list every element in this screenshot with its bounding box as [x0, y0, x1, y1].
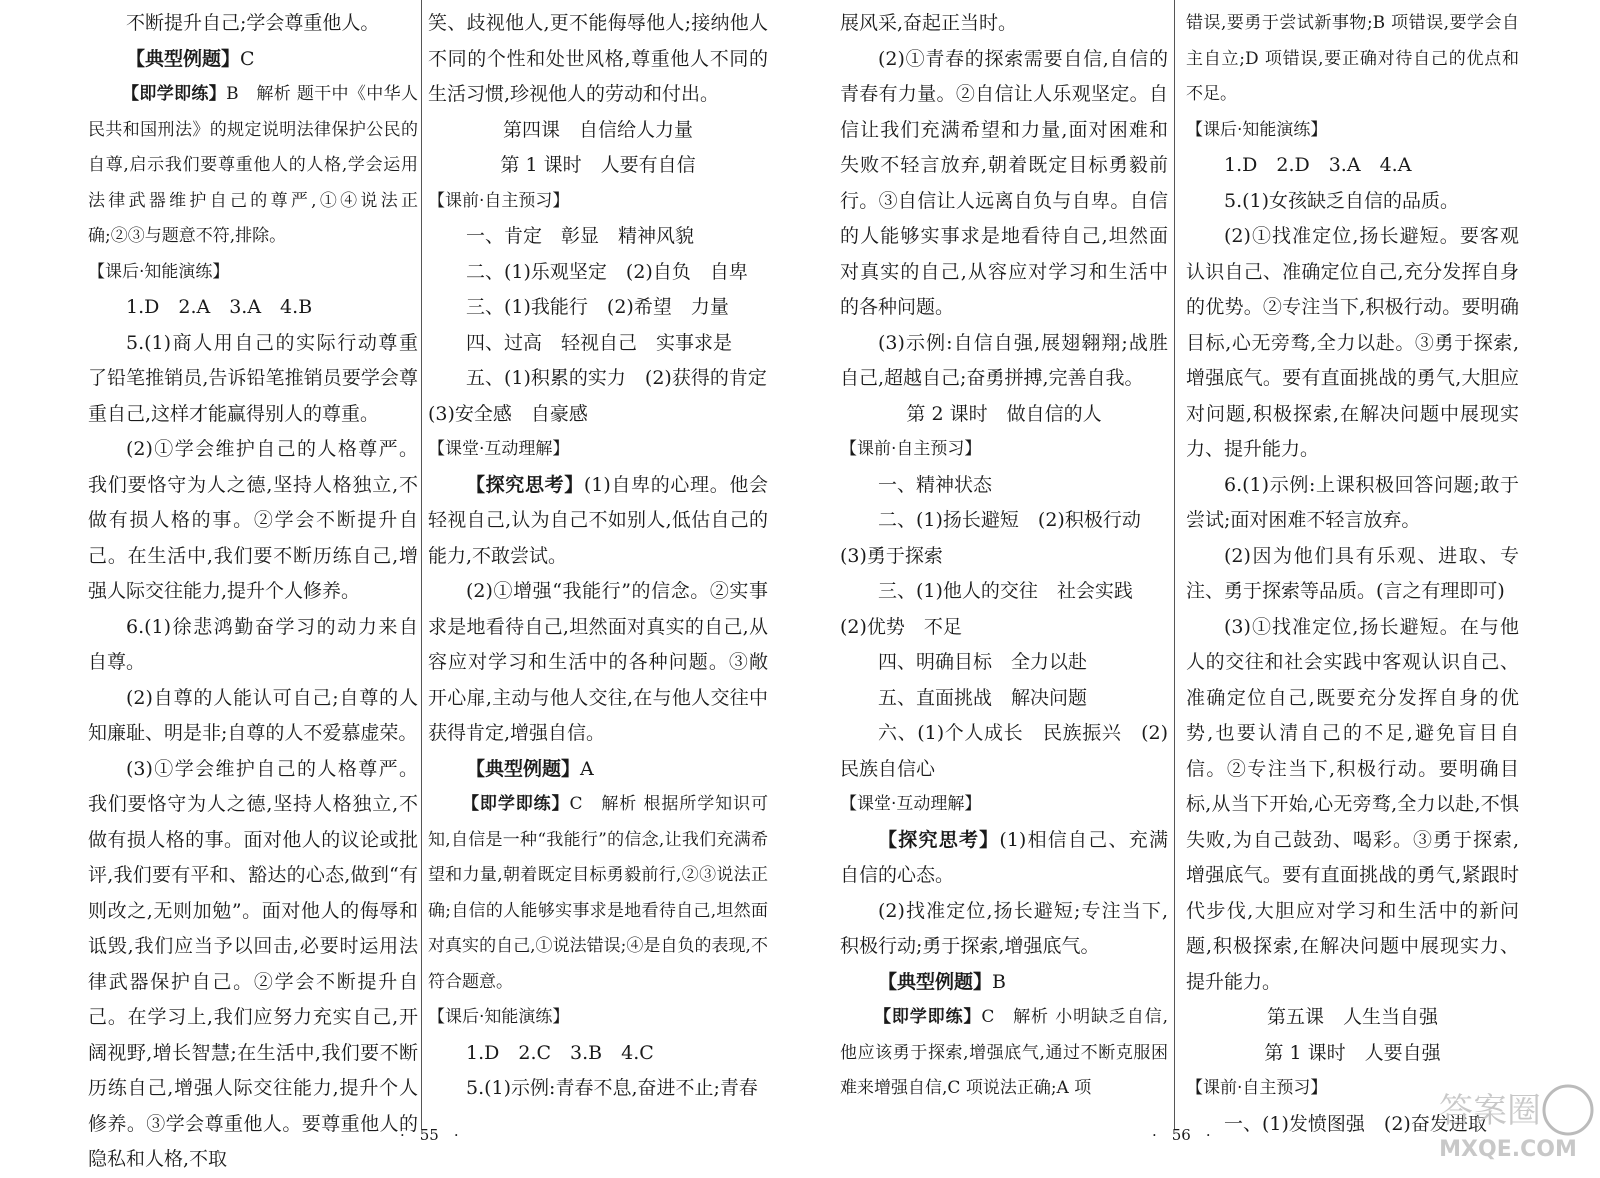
answer-label: 【典型例题】	[878, 970, 993, 993]
answer-paragraph	[840, 681, 1168, 717]
answer-label: 【探究思考】	[878, 828, 1000, 851]
answer-paragraph	[88, 290, 418, 326]
text: (2)因为他们具有乐观、进取、专注、勇于探索等品质。(言之有理即可)	[1186, 544, 1519, 602]
answer-label: 【探究思考】	[466, 473, 584, 496]
text: (1)相信自己、充满自信的心态。	[840, 828, 1168, 886]
text: 一、(1)发愤图强 (2)奋发进取	[1224, 1112, 1487, 1135]
answer-paragraph	[428, 255, 768, 291]
answer-paragraph	[1186, 610, 1519, 1001]
answer-paragraph	[840, 6, 1168, 42]
text: 5.(1)商人用自己的实际行动尊重了铅笔推销员,告诉铅笔推销员要学会尊重自己,这样才能赢得别人的尊重。	[88, 331, 418, 425]
text: 不断提升自己;学会尊重他人。	[126, 12, 380, 34]
text: 错误,要勇于尝试新事物;B 项错误,要学会自主自立;D 项错误,要正确对待自己的优点和不足。	[1186, 13, 1519, 104]
page-number-left: · 55 ·	[400, 1126, 459, 1144]
lesson-heading	[1186, 1036, 1519, 1072]
text: 五、直面挑战 解决问题	[878, 686, 1088, 709]
answer-label: 【典型例题】	[126, 47, 241, 70]
answer-paragraph	[840, 42, 1168, 326]
text: 5.(1)女孩缺乏自信的品质。	[1224, 189, 1460, 212]
answer-label: 【即学即练】	[462, 794, 570, 814]
text: C 解析 小明缺乏自信,他应该勇于探索,增强底气,通过不断克服困难来增强自信,C 项说法正确;A 项	[840, 1007, 1168, 1098]
text: 【课前·自主预习】	[428, 190, 570, 211]
answer-paragraph	[840, 326, 1168, 397]
section-label	[88, 255, 418, 291]
text: (1)自卑的心理。他会轻视自己,认为自己不如别人,低估自己的能力,不敢尝试。	[428, 473, 768, 567]
text: 6.(1)示例:上课积极回答问题;敢于尝试;面对困难不轻言放弃。	[1186, 473, 1519, 531]
text: (3)示例:自信自强,展翅翱翔;战胜自己,超越自己;奋勇拼搏,完善自我。	[840, 331, 1168, 389]
answer-paragraph	[88, 6, 418, 42]
text: (2)优势 不足	[840, 615, 962, 638]
answer-paragraph	[840, 468, 1168, 504]
text: 第五课 人生当自强	[1266, 1006, 1438, 1028]
column-divider	[1174, 0, 1175, 1130]
answer-paragraph	[428, 219, 768, 255]
column-4	[1186, 6, 1519, 1142]
page-number-right: · 56 ·	[1152, 1126, 1211, 1144]
text: (2)找准定位,扬长避短;专注当下,积极行动;勇于探索,增强底气。	[840, 899, 1168, 957]
section-label	[428, 432, 768, 468]
text: C	[240, 47, 255, 70]
text: 展风采,奋起正当时。	[840, 12, 1018, 34]
answer-paragraph	[840, 894, 1168, 965]
text: (2)①学会维护自己的人格尊严。我们要恪守为人之德,坚持人格独立,不做有损人格的事。②学会不断提升自己。在生活中,我们要不断历练自己,增强人际交往能力,提升个人修养。	[88, 438, 418, 602]
answer-paragraph	[88, 432, 418, 610]
answer-paragraph	[1186, 6, 1519, 113]
text: 【课堂·互动理解】	[840, 794, 982, 814]
text: 第 2 课时 做自信的人	[906, 402, 1102, 425]
answer-paragraph	[428, 326, 768, 362]
text: B	[992, 970, 1006, 993]
text: 第 1 课时 人要自强	[1264, 1041, 1441, 1064]
text: 二、(1)乐观坚定 (2)自负 自卑	[466, 260, 748, 283]
answer-paragraph	[840, 823, 1168, 894]
text: 四、明确目标 全力以赴	[878, 651, 1088, 673]
answer-paragraph	[840, 539, 1168, 575]
text: 1.D 2.C 3.B 4.C	[466, 1041, 654, 1064]
lesson-heading	[428, 148, 768, 184]
lesson-heading	[1186, 1000, 1519, 1036]
text: 【课堂·互动理解】	[428, 439, 570, 459]
answer-paragraph	[1186, 219, 1519, 468]
text: 【课前·自主预习】	[840, 439, 982, 459]
answer-paragraph	[428, 787, 768, 1000]
section-label	[428, 184, 768, 220]
answer-paragraph	[840, 574, 1168, 610]
column-1	[88, 6, 418, 1178]
column-divider	[421, 0, 422, 1130]
lesson-heading	[840, 397, 1168, 433]
text: 三、(1)他人的交往 社会实践	[878, 580, 1133, 602]
text: 笑、歧视他人,更不能侮辱他人;接纳他人不同的个性和处世风格,尊重他人不同的生活习惯,珍视他人的劳动和付出。	[428, 12, 768, 105]
answer-label: 【典型例题】	[466, 757, 581, 780]
text: 五、(1)积累的实力 (2)获得的肯定	[466, 367, 767, 389]
column-3	[840, 6, 1168, 1107]
column-2	[428, 6, 768, 1107]
answer-paragraph	[1186, 468, 1519, 539]
text: 【课后·知能演练】	[428, 1007, 570, 1027]
text: 二、(1)扬长避短 (2)积极行动	[878, 509, 1141, 531]
text: 第四课 自信给人力量	[502, 118, 693, 141]
lesson-heading	[428, 113, 768, 149]
text: 1.D 2.D 3.A 4.A	[1224, 154, 1412, 176]
answer-paragraph	[88, 681, 418, 752]
answer-paragraph	[428, 574, 768, 752]
answer-label: 【即学即练】	[874, 1007, 982, 1027]
text: 1.D 2.A 3.A 4.B	[126, 296, 313, 318]
answer-paragraph	[840, 716, 1168, 787]
watermark-logo	[1418, 1078, 1598, 1164]
answer-paragraph	[840, 610, 1168, 646]
answer-paragraph	[840, 1000, 1168, 1107]
text: B 解析 题干中《中华人民共和国刑法》的规定说明法律保护公民的自尊,启示我们要尊重他人的人格,学会运用法律武器维护自己的尊严,①④说法正确;②③与题意不符,排除。	[88, 84, 418, 246]
answer-paragraph	[88, 77, 418, 255]
text: A	[580, 757, 594, 780]
text: 6.(1)徐悲鸿勤奋学习的动力来自自尊。	[88, 615, 418, 673]
svg-text:答案圈: 答案圈	[1439, 1091, 1541, 1131]
answer-paragraph	[840, 645, 1168, 681]
answer-paragraph	[840, 503, 1168, 539]
answer-paragraph	[428, 1036, 768, 1072]
answer-paragraph	[428, 290, 768, 326]
text: 三、(1)我能行 (2)希望 力量	[466, 296, 729, 318]
answer-paragraph	[428, 397, 768, 433]
text: C 解析 根据所学知识可知,自信是一种“我能行”的信念,让我们充满希望和力量,朝着既定目标勇毅前行,②③说法正确;自信的人能够实事求是地看待自己,坦然面对真实的自己,①说法错误;④是自负的表现,不符合题意。	[428, 794, 768, 992]
answer-paragraph	[840, 965, 1168, 1001]
text: 第 1 课时 人要有自信	[500, 154, 696, 176]
text: 【课后·知能演练】	[1186, 119, 1328, 140]
text: (3)①学会维护自己的人格尊严。我们要恪守为人之德,坚持人格独立,不做有损人格的事。面对他人的议论或批评,我们要有平和、豁达的心态,做到“有则改之,无则加勉”。面对他人的侮辱和诋毁,我们应当予以回击,必要时运用法律武器保护自己。②学会不断提升自己。在学习上,我们应努力充实自己,开阔视野,增长智慧;在生活中,我们要不断历练自己,增强人际交往能力,提升个人修养。③学会尊重他人。要尊重他人的隐私和人格,不取	[88, 757, 418, 1170]
text: (2)①找准定位,扬长避短。要客观认识自己、准确定位自己,充分发挥自身的优势。②专注当下,积极行动。要明确目标,心无旁骛,全力以赴。③勇于探索,增强底气。要有直面挑战的勇气,大胆应对问题,积极探索,在解决问题中展现实力、提升能力。	[1186, 225, 1519, 460]
answer-paragraph	[88, 610, 418, 681]
text: (2)自尊的人能认可自己;自尊的人知廉耻、明是非;自尊的人不爱慕虚荣。	[88, 686, 418, 744]
text: 一、肯定 彰显 精神风貌	[466, 225, 695, 247]
answer-paragraph	[1186, 184, 1519, 220]
text: 一、精神状态	[878, 473, 993, 496]
answer-label: 【即学即练】	[122, 84, 227, 104]
text: (3)①找准定位,扬长避短。在与他人的交往和社会实践中客观认识自己、准确定位自己,既要充分发挥自身的优势,也要认清自己的不足,避免盲目自信。②专注当下,积极行动。要明确目标,从当下开始,心无旁骛,全力以赴,不惧失败,为自己鼓劲、喝彩。③勇于探索,增强底气。要有直面挑战的勇气,紧跟时代步伐,大胆应对学习和生活中的新问题,积极探索,在解决问题中展现实力、提升能力。	[1186, 615, 1519, 993]
answer-paragraph	[1186, 539, 1519, 610]
svg-text:MXQE.COM: MXQE.COM	[1439, 1137, 1577, 1162]
section-label	[840, 787, 1168, 823]
text: (2)①青春的探索需要自信,自信的青春有力量。②自信让人乐观坚定。自信让我们充满希望和力量,面对困难和失败不轻言放弃,朝着既定目标勇毅前行。③自信让人远离自负与自卑。自信的人能够实事求是地看待自己,坦然面对真实的自己,从容应对学习和生活中的各种问题。	[840, 47, 1168, 318]
answer-paragraph	[88, 326, 418, 433]
answer-paragraph	[88, 752, 418, 1178]
answer-paragraph	[428, 752, 768, 788]
answer-paragraph	[88, 42, 418, 78]
answer-paragraph	[1186, 148, 1519, 184]
text: 四、过高 轻视自己 实事求是	[466, 331, 733, 354]
answer-paragraph	[428, 361, 768, 397]
text: 5.(1)示例:青春不息,奋进不止;青春	[466, 1077, 758, 1099]
answer-paragraph	[428, 6, 768, 113]
section-label	[840, 432, 1168, 468]
text: (2)①增强“我能行”的信念。②实事求是地看待自己,坦然面对真实的自己,从容应对学习和生活中的各种问题。③敞开心扉,主动与他人交往,在与他人交往中获得肯定,增强自信。	[428, 580, 768, 744]
text: (3)安全感 自豪感	[428, 402, 588, 425]
section-label	[1186, 113, 1519, 149]
text: (3)勇于探索	[840, 544, 943, 567]
text: 【课后·知能演练】	[88, 261, 230, 282]
text: 六、(1)个人成长 民族振兴 (2)民族自信心	[840, 722, 1168, 780]
answer-paragraph	[428, 1071, 768, 1107]
section-label	[428, 1000, 768, 1036]
text: 【课前·自主预习】	[1186, 1078, 1328, 1098]
answer-paragraph	[428, 468, 768, 575]
